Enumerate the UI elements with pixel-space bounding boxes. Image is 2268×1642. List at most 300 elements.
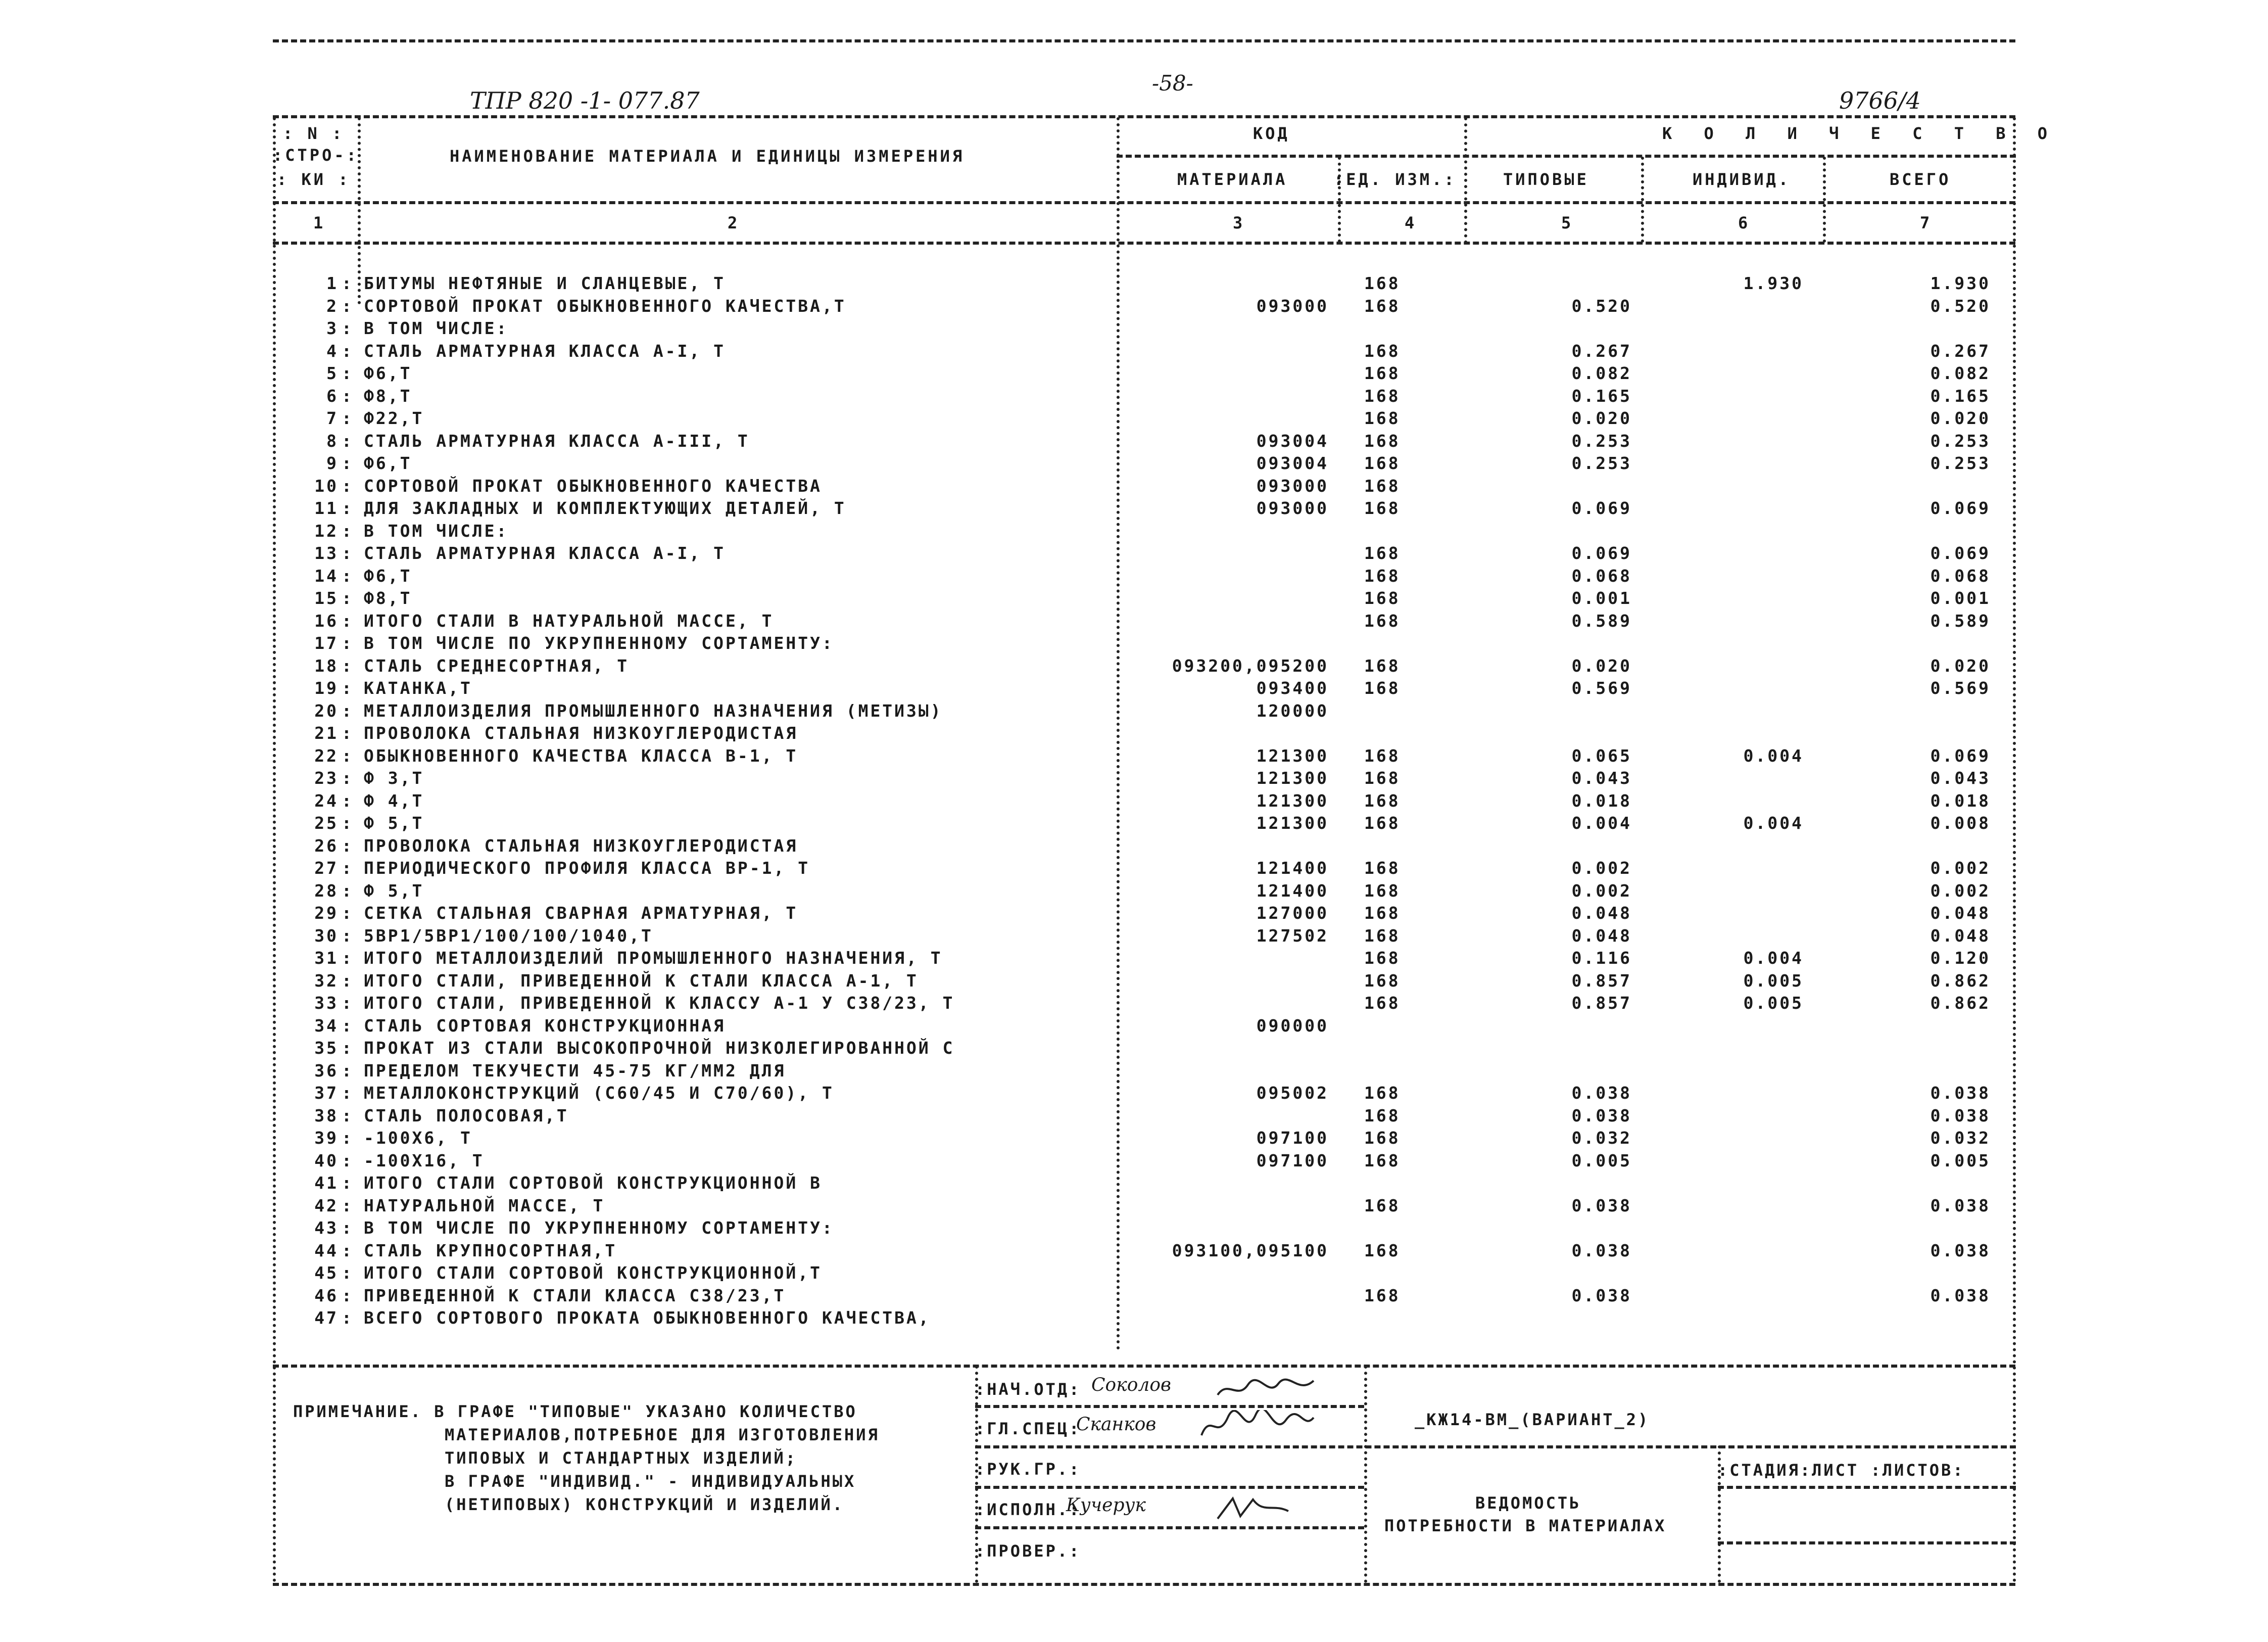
row-material-name: Ф 3,Т — [364, 768, 424, 788]
row-qty-total: 0.253 — [1930, 453, 1991, 473]
row-qty-total: 0.018 — [1930, 791, 1991, 811]
tb-label-prover: :ПРОВЕР.: — [975, 1541, 1081, 1561]
row-qty-typical: 0.857 — [1571, 993, 1632, 1013]
row-separator: : — [342, 1083, 354, 1103]
row-qty-typical: 0.253 — [1571, 431, 1632, 451]
row-qty-total: 0.001 — [1930, 588, 1991, 608]
row-qty-total: 0.002 — [1930, 881, 1991, 901]
note-line-1: ПРИМЕЧАНИЕ. В ГРАФЕ "ТИПОВЫЕ" УКАЗАНО КОЛИЧЕСТВО — [293, 1402, 857, 1421]
row-material-name: ВСЕГО СОРТОВОГО ПРОКАТА ОБЫКНОВЕННОГО КАЧЕСТВА, — [364, 1308, 931, 1328]
note-line-3: ТИПОВЫХ И СТАНДАРТНЫХ ИЗДЕЛИЙ; — [445, 1448, 797, 1468]
row-separator: : — [342, 678, 354, 698]
signature-nach-otd — [1213, 1375, 1324, 1405]
header-total: ВСЕГО — [1890, 170, 1951, 189]
row-separator: : — [342, 746, 354, 766]
row-separator: : — [342, 926, 354, 946]
row-unit: 168 — [1364, 453, 1401, 473]
tb-name-ispoln: Кучерук — [1066, 1495, 1146, 1516]
row-unit: 168 — [1364, 791, 1401, 811]
row-separator: : — [342, 656, 354, 676]
note-line-2: МАТЕРИАЛОВ,ПОТРЕБНОЕ ДЛЯ ИЗГОТОВЛЕНИЯ — [445, 1425, 880, 1444]
header-material: МАТЕРИАЛА — [1177, 170, 1288, 189]
tb-rule-5 — [1718, 1486, 2016, 1489]
row-separator: : — [342, 498, 354, 518]
row-qty-total: 0.020 — [1930, 408, 1991, 428]
row-material-name: СТАЛЬ АРМАТУРНАЯ КЛАССА А-III, Т — [364, 431, 750, 451]
tb-name-nach-otd: Соколов — [1091, 1375, 1171, 1395]
row-material-name: БИТУМЫ НЕФТЯНЫЕ И СЛАНЦЕВЫЕ, Т — [364, 273, 726, 293]
col-number-1: 1 — [313, 213, 323, 232]
tb-doc-designation: _КЖ14-ВМ_(ВАРИАНТ_2) — [1415, 1410, 1650, 1429]
row-material-name: ИТОГО СТАЛИ, ПРИВЕДЕННОЙ К СТАЛИ КЛАССА А-1, Т — [364, 971, 919, 991]
tb-rule-2 — [975, 1445, 2016, 1448]
row-unit: 168 — [1364, 296, 1401, 316]
header-typical: ТИПОВЫЕ — [1503, 170, 1589, 189]
row-qty-total: 0.048 — [1930, 903, 1991, 923]
header-unit: :ЕД. ИЗМ.: — [1334, 170, 1457, 189]
row-number: 22 — [314, 746, 339, 766]
row-number: 3 — [326, 318, 339, 338]
row-qty-total: 0.043 — [1930, 768, 1991, 788]
row-qty-individual: 0.005 — [1743, 971, 1804, 991]
tb-rule-4 — [975, 1526, 1364, 1529]
row-number: 41 — [314, 1173, 339, 1193]
row-material-name: ПРОВОЛОКА СТАЛЬНАЯ НИЗКОУГЛЕРОДИСТАЯ — [364, 836, 798, 856]
row-number: 25 — [314, 813, 339, 833]
row-material-code: 093004 — [1256, 431, 1329, 451]
row-unit: 168 — [1364, 543, 1401, 563]
row-separator: : — [342, 701, 354, 721]
row-material-code: 095002 — [1256, 1083, 1329, 1103]
row-number: 45 — [314, 1263, 339, 1283]
row-number: 37 — [314, 1083, 339, 1103]
row-number: 28 — [314, 881, 339, 901]
row-material-code: 121300 — [1256, 813, 1329, 833]
row-qty-typical: 0.589 — [1571, 611, 1632, 631]
row-qty-total: 0.069 — [1930, 543, 1991, 563]
row-qty-individual: 0.004 — [1743, 948, 1804, 968]
row-number: 26 — [314, 836, 339, 856]
row-qty-total: 0.520 — [1930, 296, 1991, 316]
row-qty-typical: 0.068 — [1571, 566, 1632, 586]
row-separator: : — [342, 1106, 354, 1125]
row-separator: : — [342, 476, 354, 496]
row-unit: 168 — [1364, 566, 1401, 586]
row-material-name: ОБЫКНОВЕННОГО КАЧЕСТВА КЛАССА В-1, Т — [364, 746, 798, 766]
row-separator: : — [342, 1241, 354, 1260]
row-separator: : — [342, 813, 354, 833]
row-material-code: 127502 — [1256, 926, 1329, 946]
document-code: ТПР 820 -1- 077.87 — [470, 87, 700, 114]
row-material-code: 093000 — [1256, 476, 1329, 496]
signature-ispoln — [1213, 1493, 1293, 1524]
row-material-name: СТАЛЬ СРЕДНЕСОРТНАЯ, Т — [364, 656, 630, 676]
row-qty-typical: 0.018 — [1571, 791, 1632, 811]
row-number: 5 — [326, 363, 339, 383]
row-unit: 168 — [1364, 431, 1401, 451]
col-number-7: 7 — [1920, 213, 1930, 232]
row-unit: 168 — [1364, 813, 1401, 833]
sheet-reference: 9766/4 — [1839, 87, 1921, 114]
row-number: 47 — [314, 1308, 339, 1328]
row-separator: : — [342, 1263, 354, 1283]
header-code: КОД — [1253, 124, 1290, 143]
row-unit: 168 — [1364, 656, 1401, 676]
row-number: 36 — [314, 1061, 339, 1081]
row-material-code: 097100 — [1256, 1128, 1329, 1148]
row-material-name: СЕТКА СТАЛЬНАЯ СВАРНАЯ АРМАТУРНАЯ, Т — [364, 903, 798, 923]
tb-label-ispoln: :ИСПОЛН.: — [975, 1500, 1081, 1519]
row-material-code: 093100,095100 — [1172, 1241, 1329, 1260]
row-material-name: Ф8,Т — [364, 588, 412, 608]
row-unit: 168 — [1364, 858, 1401, 878]
row-material-name: ПРОВОЛОКА СТАЛЬНАЯ НИЗКОУГЛЕРОДИСТАЯ — [364, 723, 798, 743]
row-material-code: 127000 — [1256, 903, 1329, 923]
row-material-name: СОРТОВОЙ ПРОКАТ ОБЫКНОВЕННОГО КАЧЕСТВА — [364, 476, 822, 496]
row-material-name: ДЛЯ ЗАКЛАДНЫХ И КОМПЛЕКТУЮЩИХ ДЕТАЛЕЙ, Т — [364, 498, 846, 518]
row-unit: 168 — [1364, 1286, 1401, 1305]
row-qty-total: 0.032 — [1930, 1128, 1991, 1148]
row-number: 19 — [314, 678, 339, 698]
row-number: 13 — [314, 543, 339, 563]
row-separator: : — [342, 521, 354, 541]
row-separator: : — [342, 836, 354, 856]
row-number: 14 — [314, 566, 339, 586]
row-material-name: СТАЛЬ СОРТОВАЯ КОНСТРУКЦИОННАЯ — [364, 1016, 726, 1036]
header-num-2: :СТРО-: — [273, 146, 359, 165]
row-separator: : — [342, 408, 354, 428]
row-separator: : — [342, 1286, 354, 1305]
row-qty-typical: 0.857 — [1571, 971, 1632, 991]
bottom-border-rule — [273, 1583, 2015, 1586]
row-unit: 168 — [1364, 386, 1401, 406]
row-qty-total: 0.165 — [1930, 386, 1991, 406]
row-qty-total: 0.005 — [1930, 1151, 1991, 1170]
row-separator: : — [342, 363, 354, 383]
row-separator: : — [342, 431, 354, 451]
row-unit: 168 — [1364, 498, 1401, 518]
row-qty-typical: 0.165 — [1571, 386, 1632, 406]
row-number: 1 — [326, 273, 339, 293]
row-qty-typical: 0.020 — [1571, 656, 1632, 676]
row-number: 4 — [326, 341, 339, 361]
row-qty-individual: 0.004 — [1743, 813, 1804, 833]
row-unit: 168 — [1364, 881, 1401, 901]
row-separator: : — [342, 611, 354, 631]
row-qty-total: 0.038 — [1930, 1241, 1991, 1260]
row-material-name: В ТОМ ЧИСЛЕ ПО УКРУПНЕННОМУ СОРТАМЕНТУ: — [364, 1218, 834, 1238]
tb-label-gl-spec: :ГЛ.СПЕЦ: — [975, 1419, 1081, 1438]
row-number: 2 — [326, 296, 339, 316]
row-separator: : — [342, 1308, 354, 1328]
row-number: 43 — [314, 1218, 339, 1238]
row-unit: 168 — [1364, 363, 1401, 383]
row-material-name: Ф 5,Т — [364, 881, 424, 901]
top-border-rule — [273, 39, 2015, 42]
row-number: 15 — [314, 588, 339, 608]
row-unit: 168 — [1364, 476, 1401, 496]
row-material-name: НАТУРАЛЬНОЙ МАССЕ, Т — [364, 1196, 605, 1215]
row-separator: : — [342, 1038, 354, 1058]
row-separator: : — [342, 318, 354, 338]
row-material-name: ПРИВЕДЕННОЙ К СТАЛИ КЛАССА С38/23,Т — [364, 1286, 786, 1305]
row-qty-individual: 0.004 — [1743, 746, 1804, 766]
row-separator: : — [342, 768, 354, 788]
row-qty-total: 0.038 — [1930, 1196, 1991, 1215]
header-quantity: К О Л И Ч Е С Т В О — [1662, 124, 2059, 143]
header-top-rule — [273, 115, 2015, 118]
row-separator: : — [342, 723, 354, 743]
row-qty-typical: 0.082 — [1571, 363, 1632, 383]
row-material-code: 093400 — [1256, 678, 1329, 698]
row-qty-typical: 0.043 — [1571, 768, 1632, 788]
row-unit: 168 — [1364, 948, 1401, 968]
tb-name-gl-spec: Сканков — [1076, 1414, 1156, 1435]
row-unit: 168 — [1364, 678, 1401, 698]
row-separator: : — [342, 1151, 354, 1170]
row-material-name: ИТОГО СТАЛИ СОРТОВОЙ КОНСТРУКЦИОННОЙ В — [364, 1173, 822, 1193]
row-separator: : — [342, 971, 354, 991]
row-material-name: Ф 4,Т — [364, 791, 424, 811]
row-qty-typical: 0.253 — [1571, 453, 1632, 473]
row-number: 31 — [314, 948, 339, 968]
row-separator: : — [342, 1173, 354, 1193]
row-material-name: Ф8,Т — [364, 386, 412, 406]
tb-title-line-2: ПОТРЕБНОСТИ В МАТЕРИАЛАХ — [1384, 1516, 1667, 1535]
row-material-code: 093000 — [1256, 296, 1329, 316]
table-right-border — [2013, 117, 2016, 1583]
row-qty-total: 0.253 — [1930, 431, 1991, 451]
row-separator: : — [342, 273, 354, 293]
row-material-name: ИТОГО СТАЛИ СОРТОВОЙ КОНСТРУКЦИОННОЙ,Т — [364, 1263, 822, 1283]
row-qty-typical: 0.038 — [1571, 1196, 1632, 1215]
row-separator: : — [342, 858, 354, 878]
row-separator: : — [342, 881, 354, 901]
title-block-sign-divider — [1364, 1366, 1367, 1583]
row-unit: 168 — [1364, 903, 1401, 923]
row-qty-total: 0.038 — [1930, 1286, 1991, 1305]
row-material-name: СТАЛЬ ПОЛОСОВАЯ,Т — [364, 1106, 569, 1125]
row-material-name: Ф22,Т — [364, 408, 424, 428]
row-material-name: СТАЛЬ АРМАТУРНАЯ КЛАССА А-I, Т — [364, 543, 726, 563]
row-qty-total: 0.048 — [1930, 926, 1991, 946]
row-qty-typical: 0.005 — [1571, 1151, 1632, 1170]
row-separator: : — [342, 1196, 354, 1215]
row-qty-individual: 0.005 — [1743, 993, 1804, 1013]
col-number-5: 5 — [1561, 213, 1571, 232]
tb-rule-6 — [1718, 1541, 2016, 1544]
row-qty-total: 0.589 — [1930, 611, 1991, 631]
row-separator: : — [342, 386, 354, 406]
col-number-3: 3 — [1233, 213, 1243, 232]
col-divider-ind — [1823, 157, 1826, 243]
row-unit: 168 — [1364, 1196, 1401, 1215]
row-number: 42 — [314, 1196, 339, 1215]
row-qty-typical: 0.069 — [1571, 498, 1632, 518]
row-qty-typical: 0.020 — [1571, 408, 1632, 428]
row-separator: : — [342, 993, 354, 1013]
row-unit: 168 — [1364, 611, 1401, 631]
row-material-name: Ф6,Т — [364, 453, 412, 473]
row-number: 23 — [314, 768, 339, 788]
row-separator: : — [342, 543, 354, 563]
row-unit: 168 — [1364, 768, 1401, 788]
row-unit: 168 — [1364, 1106, 1401, 1125]
row-separator: : — [342, 948, 354, 968]
row-qty-total: 0.020 — [1930, 656, 1991, 676]
row-material-name: ПРОКАТ ИЗ СТАЛИ ВЫСОКОПРОЧНОЙ НИЗКОЛЕГИРОВАННОЙ С — [364, 1038, 955, 1058]
row-qty-total: 0.008 — [1930, 813, 1991, 833]
row-unit: 168 — [1364, 926, 1401, 946]
row-unit: 168 — [1364, 1128, 1401, 1148]
row-qty-typical: 0.065 — [1571, 746, 1632, 766]
header-name: НАИМЕНОВАНИЕ МАТЕРИАЛА И ЕДИНИЦЫ ИЗМЕРЕНИЯ — [450, 147, 965, 166]
row-material-name: В ТОМ ЧИСЛЕ: — [364, 521, 509, 541]
header-num-3: : КИ : — [277, 170, 351, 189]
row-number: 7 — [326, 408, 339, 428]
row-number: 18 — [314, 656, 339, 676]
row-qty-typical: 0.048 — [1571, 926, 1632, 946]
row-qty-typical: 0.048 — [1571, 903, 1632, 923]
table-left-border — [273, 117, 276, 1583]
row-number: 44 — [314, 1241, 339, 1260]
row-qty-typical: 0.116 — [1571, 948, 1632, 968]
row-qty-typical: 0.002 — [1571, 858, 1632, 878]
row-qty-total: 0.569 — [1930, 678, 1991, 698]
row-qty-total: 1.930 — [1930, 273, 1991, 293]
row-unit: 168 — [1364, 1083, 1401, 1103]
row-qty-total: 0.267 — [1930, 341, 1991, 361]
row-material-name: -100Х16, Т — [364, 1151, 485, 1170]
row-material-code: 120000 — [1256, 701, 1329, 721]
row-qty-total: 0.069 — [1930, 746, 1991, 766]
row-number: 9 — [326, 453, 339, 473]
header-individual: ИНДИВИД. — [1693, 170, 1791, 189]
row-qty-individual: 1.930 — [1743, 273, 1804, 293]
row-qty-total: 0.862 — [1930, 971, 1991, 991]
col-divider-typ — [1641, 157, 1644, 243]
row-separator: : — [342, 1016, 354, 1036]
row-unit: 168 — [1364, 408, 1401, 428]
row-material-name: МЕТАЛЛОИЗДЕЛИЯ ПРОМЫШЛЕННОГО НАЗНАЧЕНИЯ (МЕТИЗЫ) — [364, 701, 943, 721]
col-number-4: 4 — [1405, 213, 1415, 232]
row-material-code: 121400 — [1256, 881, 1329, 901]
row-material-name: СТАЛЬ АРМАТУРНАЯ КЛАССА А-I, Т — [364, 341, 726, 361]
row-separator: : — [342, 341, 354, 361]
row-material-name: В ТОМ ЧИСЛЕ: — [364, 318, 509, 338]
row-qty-typical: 0.038 — [1571, 1106, 1632, 1125]
row-separator: : — [342, 903, 354, 923]
row-qty-total: 0.862 — [1930, 993, 1991, 1013]
row-material-name: 5ВР1/5ВР1/100/100/1040,Т — [364, 926, 653, 946]
row-qty-typical: 0.038 — [1571, 1241, 1632, 1260]
row-material-name: ПЕРИОДИЧЕСКОГО ПРОФИЛЯ КЛАССА ВР-1, Т — [364, 858, 810, 878]
row-unit: 168 — [1364, 273, 1401, 293]
row-number: 10 — [314, 476, 339, 496]
row-number: 11 — [314, 498, 339, 518]
row-number: 24 — [314, 791, 339, 811]
col-number-6: 6 — [1738, 213, 1748, 232]
row-unit: 168 — [1364, 1241, 1401, 1260]
row-number: 29 — [314, 903, 339, 923]
row-material-code: 097100 — [1256, 1151, 1329, 1170]
row-material-name: ИТОГО СТАЛИ, ПРИВЕДЕННОЙ К КЛАССУ А-1 У С38/23, Т — [364, 993, 955, 1013]
row-separator: : — [342, 1061, 354, 1081]
row-number: 34 — [314, 1016, 339, 1036]
row-qty-typical: 0.267 — [1571, 341, 1632, 361]
row-number: 46 — [314, 1286, 339, 1305]
row-qty-typical: 0.569 — [1571, 678, 1632, 698]
row-material-name: ПРЕДЕЛОМ ТЕКУЧЕСТИ 45-75 КГ/ММ2 ДЛЯ — [364, 1061, 786, 1081]
note-line-5: (НЕТИПОВЫХ) КОНСТРУКЦИЙ И ИЗДЕЛИЙ. — [445, 1495, 845, 1514]
row-unit: 168 — [1364, 993, 1401, 1013]
row-unit: 168 — [1364, 341, 1401, 361]
row-qty-typical: 0.038 — [1571, 1083, 1632, 1103]
col-number-2: 2 — [728, 213, 738, 232]
col-divider-unit — [1464, 117, 1467, 244]
row-qty-typical: 0.004 — [1571, 813, 1632, 833]
page-number: -58- — [1152, 71, 1193, 96]
row-qty-typical: 0.001 — [1571, 588, 1632, 608]
row-qty-typical: 0.069 — [1571, 543, 1632, 563]
row-material-name: В ТОМ ЧИСЛЕ ПО УКРУПНЕННОМУ СОРТАМЕНТУ: — [364, 633, 834, 653]
row-separator: : — [342, 453, 354, 473]
row-material-name: Ф6,Т — [364, 363, 412, 383]
tb-label-nach-otd: :НАЧ.ОТД: — [975, 1380, 1081, 1399]
row-separator: : — [342, 1128, 354, 1148]
code-subheader-rule — [1117, 155, 2016, 158]
row-material-code: 093004 — [1256, 453, 1329, 473]
row-material-name: КАТАНКА,Т — [364, 678, 472, 698]
row-separator: : — [342, 1218, 354, 1238]
note-line-4: В ГРАФЕ "ИНДИВИД." - ИНДИВИДУАЛЬНЫХ — [445, 1472, 856, 1491]
row-material-name: -100Х6, Т — [364, 1128, 472, 1148]
row-separator: : — [342, 791, 354, 811]
row-separator: : — [342, 588, 354, 608]
row-material-name: СТАЛЬ КРУПНОСОРТНАЯ,Т — [364, 1241, 617, 1260]
row-unit: 168 — [1364, 971, 1401, 991]
row-material-name: Ф 5,Т — [364, 813, 424, 833]
row-material-code: 121300 — [1256, 746, 1329, 766]
row-unit: 168 — [1364, 1151, 1401, 1170]
signature-gl-spec — [1197, 1410, 1319, 1445]
row-material-name: Ф6,Т — [364, 566, 412, 586]
header-bottom-rule — [273, 242, 2015, 245]
row-qty-total: 0.002 — [1930, 858, 1991, 878]
row-qty-total: 0.038 — [1930, 1083, 1991, 1103]
row-material-code: 093200,095200 — [1172, 656, 1329, 676]
row-material-name: МЕТАЛЛОКОНСТРУКЦИЙ (С60/45 И С70/60), Т — [364, 1083, 834, 1103]
row-number: 35 — [314, 1038, 339, 1058]
row-number: 17 — [314, 633, 339, 653]
row-number: 20 — [314, 701, 339, 721]
row-number: 40 — [314, 1151, 339, 1170]
row-number: 39 — [314, 1128, 339, 1148]
row-unit: 168 — [1364, 746, 1401, 766]
row-material-name: СОРТОВОЙ ПРОКАТ ОБЫКНОВЕННОГО КАЧЕСТВА,Т — [364, 296, 846, 316]
row-number: 32 — [314, 971, 339, 991]
tb-title-line-1: ВЕДОМОСТЬ — [1475, 1493, 1581, 1513]
row-unit: 168 — [1364, 588, 1401, 608]
row-qty-typical: 0.002 — [1571, 881, 1632, 901]
tb-rule-1 — [975, 1405, 1364, 1408]
row-separator: : — [342, 296, 354, 316]
row-material-code: 090000 — [1256, 1016, 1329, 1036]
header-mid-rule — [273, 201, 2015, 204]
row-number: 38 — [314, 1106, 339, 1125]
row-material-name: ИТОГО СТАЛИ В НАТУРАЛЬНОЙ МАССЕ, Т — [364, 611, 774, 631]
row-qty-total: 0.069 — [1930, 498, 1991, 518]
